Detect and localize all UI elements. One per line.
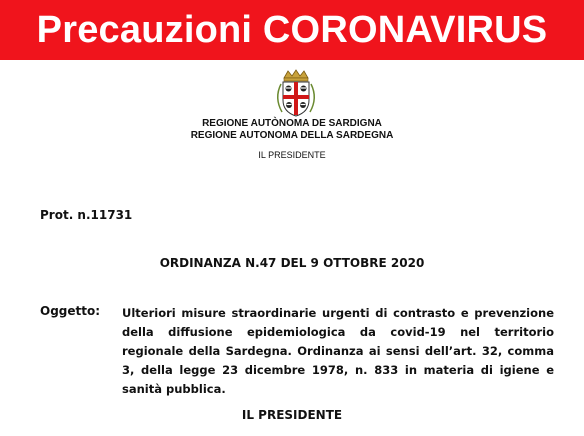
region-name-italian: REGIONE AUTONOMA DELLA SARDEGNA [190,130,394,141]
sardinia-crest-icon [268,68,324,118]
subject-label: Oggetto: [40,304,101,318]
region-name-sardinian: REGIONE AUTÒNOMA DE SARDIGNA [202,118,382,129]
president-heading: IL PRESIDENTE [241,408,343,422]
subject-text: Ulteriori misure straordinarie urgenti di contrasto e prevenzione della diffusione epidemiologica da covid-19 nel territorio regionale della Sardegna. Ordinanza ai sensi dell’art. 32, comma 3, della legge 23 dicembre 1978, n. 833 in materia di igiene e sanità pubblica. [122,306,554,396]
banner-title: Precauzioni CORONAVIRUS [36,8,548,51]
ordinance-title: ORDINANZA N.47 DEL 9 OTTOBRE 2020 [159,256,425,270]
banner [0,0,584,60]
office-name: IL PRESIDENTE [258,150,326,160]
letterhead [0,118,584,161]
protocol-number: Prot. n.11731 [40,208,133,222]
